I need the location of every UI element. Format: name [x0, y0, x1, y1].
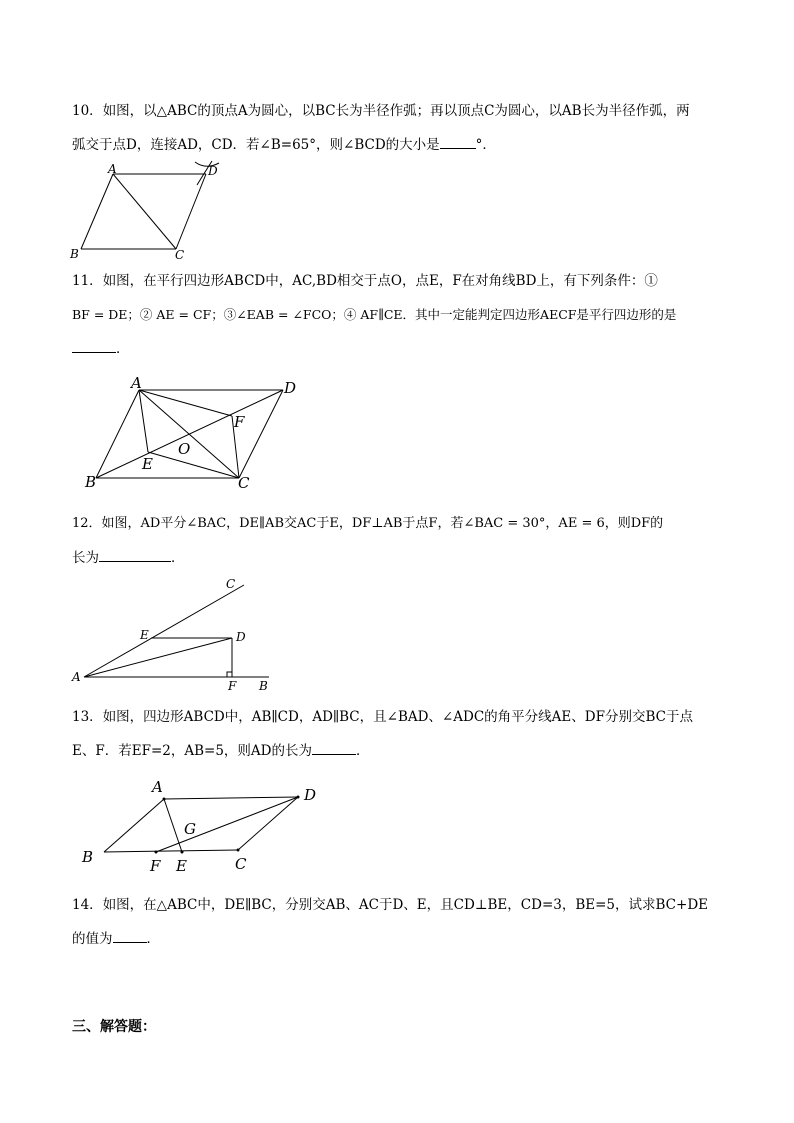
point-label-c: C — [238, 474, 250, 492]
question-13 — [72, 700, 727, 768]
figure-q13 — [76, 775, 336, 880]
point-label-a: A — [72, 670, 81, 684]
point-label-b: B — [82, 848, 94, 866]
point-label-a: A — [152, 778, 163, 796]
question-14 — [72, 888, 727, 956]
point-label-d: D — [304, 786, 317, 804]
question-11 — [72, 264, 727, 366]
point-label-b: B — [85, 473, 97, 491]
figure-q10 — [66, 160, 246, 265]
figure-q12 — [66, 575, 281, 695]
point-label-f: F — [228, 679, 237, 693]
point-label-e: E — [176, 857, 187, 875]
q10-line1: 10．如图，以△ABC的顶点A为圆心，以BC长为半径作弧；再以顶点C为圆心，以AB长为半径作弧，两 — [72, 103, 690, 119]
point-label-a: A — [131, 374, 142, 392]
answer-blank — [72, 338, 116, 353]
point-label-c: C — [175, 248, 185, 262]
point-label-b: B — [259, 679, 268, 693]
q13-line2: E、F．若EF=2，AB=5，则AD的长为 ． — [72, 734, 727, 768]
point-label-g: G — [184, 820, 196, 838]
answer-blank — [113, 928, 147, 943]
answer-blank — [312, 740, 356, 755]
q14-line2: 的值为 ． — [72, 922, 727, 956]
point-label-f: F — [150, 857, 161, 875]
q11-line1: 11．如图，在平行四边形ABCD中，AC,BD相交于点O，点E，F在对角线BD上，有下列条件：① — [72, 273, 658, 289]
point-label-c: C — [235, 855, 247, 873]
point-label-b: B — [70, 247, 79, 261]
point-label-e: E — [140, 628, 149, 642]
point-label-c: C — [226, 577, 236, 591]
section-heading: 三、解答题： — [72, 1019, 156, 1035]
point-label-d: D — [208, 164, 218, 178]
point-label-d: D — [236, 630, 246, 644]
point-label-e: E — [142, 455, 153, 473]
question-10 — [72, 94, 727, 162]
q11-line3: ． — [72, 332, 727, 366]
answer-blank — [440, 134, 476, 149]
q10-line2: 弧交于点D，连接AD，CD．若∠B=65°，则∠BCD的大小是 °． — [72, 128, 727, 162]
question-12 — [72, 507, 727, 575]
figure-q11 — [76, 370, 306, 495]
q13-line1: 13．如图，四边形ABCD中，AB∥CD，AD∥BC，且∠BAD、∠ADC的角平分线AE、DF分别交BC于点 — [72, 709, 693, 725]
q12-line2: 长为 ． — [72, 541, 727, 575]
q11-line2: BF = DE；② AE = CF；③∠EAB = ∠FCO；④ AF∥CE．其中一定能判定四边形AECF是平行四边形的是 — [72, 307, 677, 322]
point-label-a: A — [108, 162, 117, 176]
q12-line1: 12．如图，AD平分∠BAC，DE∥AB交AC于E，DF⊥AB于点F，若∠BAC = 30°，AE = 6，则DF的 — [72, 516, 664, 531]
point-label-d: D — [284, 379, 297, 397]
answer-blank — [99, 547, 171, 562]
q14-line1: 14．如图，在△ABC中，DE∥BC，分别交AB、AC于D、E，且CD⊥BE，CD=3，BE=5，试求BC+DE — [72, 897, 709, 913]
point-label-o: O — [178, 440, 191, 458]
point-label-f: F — [234, 413, 245, 431]
